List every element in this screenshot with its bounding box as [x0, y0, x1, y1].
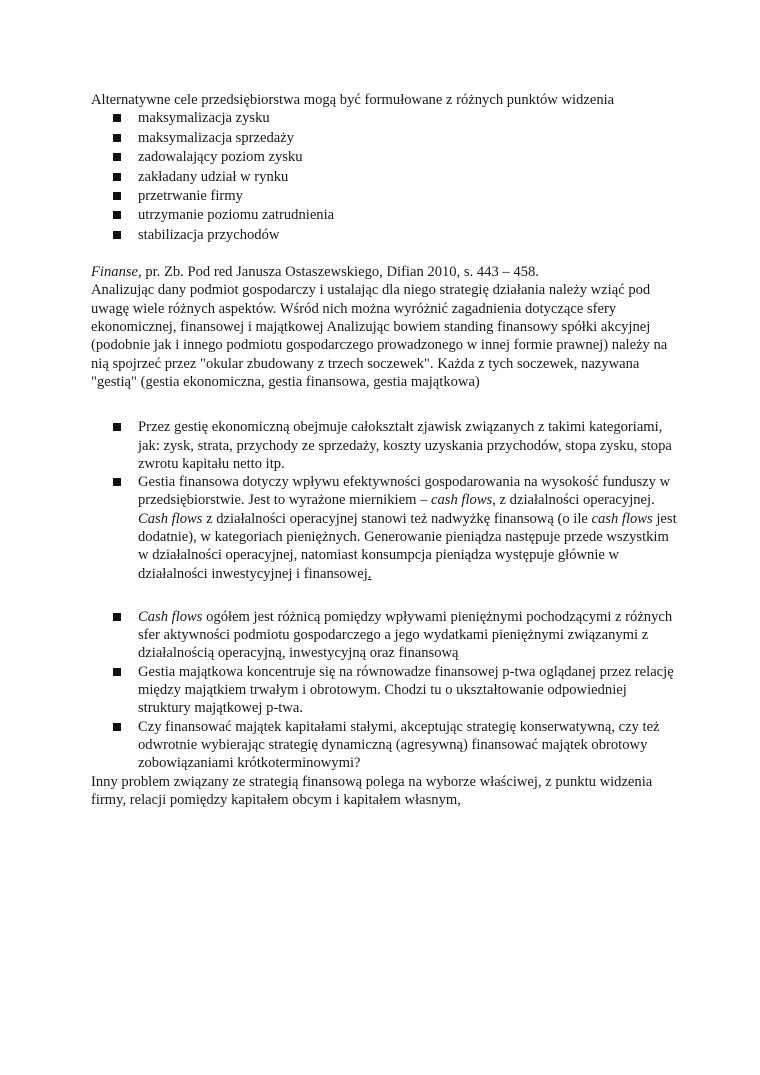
square-bullet-icon [113, 423, 121, 431]
list-item [91, 187, 681, 206]
list-item [91, 129, 681, 148]
list-item [91, 148, 681, 167]
point-financial [138, 474, 677, 581]
gestia-list-continued [91, 608, 681, 773]
list-item [91, 473, 681, 583]
source-citation [91, 263, 681, 281]
point-economic: Przez gestię ekonomiczną obejmuje całokształt zjawisk związanych z takimi kategoriami, jak: zysk, strata, przychody ze sprzedaży, koszty uzyskania przychodów, stopa zysku, stopa zwrotu kapitału netto itp. [138, 419, 672, 472]
square-bullet-icon [113, 134, 121, 142]
list-item [91, 418, 681, 473]
text-run: z działalności operacyjnej. [495, 492, 655, 509]
source-details: , pr. Zb. Pod red Janusza Ostaszewskiego, Difian 2010, s. 443 – 458. [138, 264, 539, 281]
text-run: . [367, 565, 372, 582]
term-cash-flows: Cash flows [138, 510, 203, 527]
document-page [91, 91, 681, 809]
goal-text: maksymalizacja sprzedaży [138, 129, 294, 146]
square-bullet-icon [113, 613, 121, 621]
text-run: z działalności operacyjnej stanowi też nadwyżkę finansową (o ile [202, 510, 592, 527]
closing-paragraph: Inny problem związany ze strategią finansową polega na wyborze właściwej, z punktu widzenia firmy, relacji pomiędzy kapitałem obcym i kapitałem własnym, [91, 773, 653, 808]
list-item [91, 226, 681, 245]
text-run: jest dodatnie), w kategoriach pieniężnych. Generowanie pieniądza następuje przede wszystkim w działalności operacyjnej, natomiast konsumpcja pieniądza występuje głównie w działalności inwestycyjnej i finansowej [138, 510, 677, 582]
spacer [91, 245, 681, 263]
list-item [91, 168, 681, 187]
square-bullet-icon [113, 114, 121, 122]
spacer [91, 391, 681, 418]
list-item [91, 109, 681, 128]
goal-text: utrzymanie poziomu zatrudnienia [138, 207, 335, 224]
goal-text: zadowalający poziom zysku [138, 149, 303, 166]
term-cash-flows: cash flows, [431, 492, 496, 509]
goals-list [91, 109, 681, 245]
goal-text: stabilizacja przychodów [138, 226, 280, 243]
body-paragraph: Analizując dany podmiot gospodarczy i ustalając dla niego strategię działania należy wziąć pod uwagę wiele różnych aspektów. Wśród nich można wyróżnić zagadnienia dotyczące sfery ekonomicznej, finansowej i majątkowej Analizując bowiem standing finansowy spółki akcyjnej (podobnie jak i innego podmiotu gospodarczego prowadzonego w innej formie prawnej) należy na nią spojrzeć przez "okular zbudowany z trzech soczewek". Każda z tych soczewek, nazywana "gestią" (gestia ekonomiczna, gestia finansowa, gestia majątkowa) [91, 282, 668, 390]
point-cash-flows [138, 609, 672, 662]
square-bullet-icon [113, 723, 121, 731]
square-bullet-icon [113, 668, 121, 676]
list-item [91, 718, 681, 773]
spacer [91, 583, 681, 608]
goal-text: maksymalizacja zysku [138, 110, 270, 127]
text-run: ogółem jest różnicą pomiędzy wpływami pieniężnymi pochodzącymi z różnych sfer aktywności podmiotu gospodarczego a jego wydatkami pieniężnymi związanymi z działalnością operacyjną, inwestycyjną oraz finansową [138, 608, 673, 662]
gestia-list [91, 418, 681, 583]
goal-text: zakładany udział w rynku [138, 168, 289, 185]
list-item [91, 663, 681, 718]
square-bullet-icon [113, 478, 121, 486]
source-title: Finanse [91, 264, 139, 281]
goal-text: przetrwanie firmy [138, 187, 243, 204]
square-bullet-icon [113, 192, 121, 200]
square-bullet-icon [113, 211, 121, 219]
intro-text: Alternatywne cele przedsiębiorstwa mogą być formułowane z różnych punktów widzenia [91, 92, 615, 108]
square-bullet-icon [113, 173, 121, 181]
square-bullet-icon [113, 153, 121, 161]
term-cash-flows: cash flows [591, 510, 653, 527]
term-cash-flows: Cash flows [138, 608, 203, 625]
list-item [91, 206, 681, 225]
text-run: Gestia finansowa dotyczy wpływu efektywności gospodarowania na wysokość funduszy w przedsiębiorstwie. Jest to wyrażone miernikiem – [138, 474, 671, 509]
point-question: Czy finansować majątek kapitałami stałymi, akceptując strategię konserwatywną, czy też odwrotnie wybierając strategię dynamiczną (agresywną) finansować majątek obrotowy zobowiązaniami krótkoterminowymi? [138, 718, 660, 772]
square-bullet-icon [113, 231, 121, 239]
point-asset: Gestia majątkowa koncentruje się na równowadze finansowej p-twa oglądanej przez relację między majątkiem trwałym i obrotowym. Chodzi tu o ukształtowanie odpowiedniej struktury majątkowej p-twa. [138, 663, 674, 717]
list-item [91, 608, 681, 663]
